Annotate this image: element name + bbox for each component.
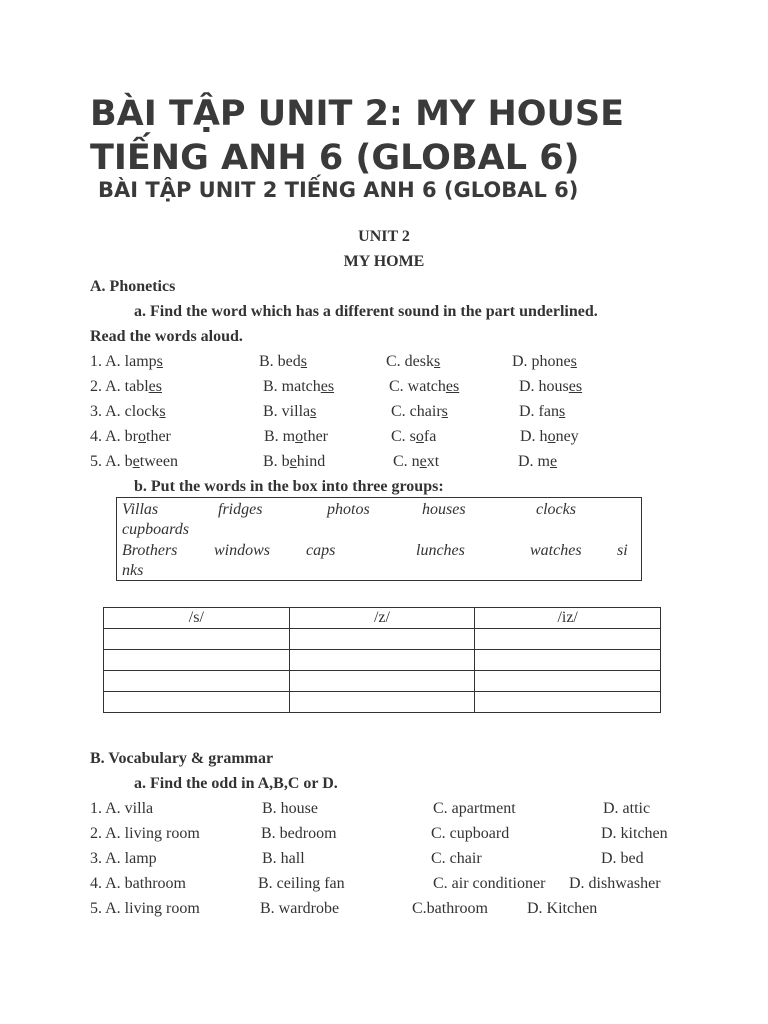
option-a: 5. A. living room <box>90 900 200 917</box>
option-d: D. dishwasher <box>569 875 661 892</box>
answer-cell[interactable] <box>475 629 661 650</box>
option-a: 1. A. lamps <box>90 353 163 370</box>
answer-cell[interactable] <box>104 629 290 650</box>
option-a: 1. A. villa <box>90 800 154 817</box>
option-c: C. watches <box>389 378 460 395</box>
table-row <box>104 671 661 692</box>
option-c: C. air conditioner <box>433 875 546 892</box>
option-b: B. matches <box>263 378 335 395</box>
question-b-instruction: b. Put the words in the box into three groups: <box>134 478 444 495</box>
option-b: B. ceiling fan <box>258 875 345 892</box>
option-b: B. hall <box>262 850 305 867</box>
table-header-row <box>104 608 661 629</box>
answer-cell[interactable] <box>475 692 661 713</box>
answer-cell[interactable] <box>104 692 290 713</box>
table-row <box>104 650 661 671</box>
option-d: D. me <box>518 453 558 470</box>
option-b: B. bedroom <box>261 825 337 842</box>
page-subtitle: BÀI TẬP UNIT 2 TIẾNG ANH 6 (GLOBAL 6) <box>98 178 579 202</box>
box-word: lunches <box>416 542 465 559</box>
header-s: /s/ <box>104 608 290 629</box>
box-word: caps <box>306 542 336 559</box>
option-a: 5. A. between <box>90 453 178 470</box>
section-b-heading: B. Vocabulary & grammar <box>90 750 274 767</box>
option-c: C. chair <box>431 850 482 867</box>
table-row <box>104 629 661 650</box>
option-b: B. mother <box>264 428 328 445</box>
option-b: B. wardrobe <box>260 900 340 917</box>
box-word: Villas <box>122 501 159 518</box>
option-d: D. bed <box>601 850 644 867</box>
option-a: 3. A. lamp <box>90 850 157 867</box>
option-c: C. sofa <box>391 428 437 445</box>
box-word: nks <box>122 562 144 579</box>
option-d: D. houses <box>519 378 583 395</box>
option-d: D. honey <box>520 428 579 445</box>
unit-label: UNIT 2 <box>358 228 410 245</box>
answer-cell[interactable] <box>289 629 475 650</box>
sound-groups-table <box>103 607 661 713</box>
option-a: 3. A. clocks <box>90 403 166 420</box>
option-a: 4. A. brother <box>90 428 171 445</box>
unit-title: MY HOME <box>343 253 425 270</box>
box-word: houses <box>422 501 466 518</box>
option-a: 2. A. living room <box>90 825 200 842</box>
answer-cell[interactable] <box>104 671 290 692</box>
option-b: B. beds <box>259 353 308 370</box>
option-a: 2. A. tables <box>90 378 162 395</box>
answer-cell[interactable] <box>289 692 475 713</box>
box-word: si <box>617 542 628 559</box>
question-a-instruction: a. Find the word which has a different sound in the part underlined. <box>134 303 598 320</box>
option-b: B. house <box>262 800 318 817</box>
option-c: C. next <box>393 453 440 470</box>
header-iz: /iz/ <box>475 608 661 629</box>
section-a-heading: A. Phonetics <box>90 278 176 295</box>
box-word: windows <box>214 542 271 559</box>
table-row <box>104 692 661 713</box>
option-c: C. chairs <box>391 403 448 420</box>
option-c: C.bathroom <box>412 900 488 917</box>
option-d: D. phones <box>512 353 577 370</box>
option-d: D. attic <box>603 800 651 817</box>
answer-cell[interactable] <box>289 650 475 671</box>
box-word: Brothers <box>122 542 178 559</box>
question-a-instruction-cont: Read the words aloud. <box>90 328 243 345</box>
box-word: clocks <box>536 501 576 518</box>
page-title: BÀI TẬP UNIT 2: MY HOUSE TIẾNG ANH 6 (GLOBAL 6) <box>90 94 625 178</box>
answer-cell[interactable] <box>475 650 661 671</box>
answer-cell[interactable] <box>475 671 661 692</box>
option-d: D. Kitchen <box>527 900 598 917</box>
box-word: photos <box>327 501 370 518</box>
answer-cell[interactable] <box>289 671 475 692</box>
option-d: D. kitchen <box>601 825 668 842</box>
section-b-question-a: a. Find the odd in A,B,C or D. <box>134 775 338 792</box>
option-b: B. behind <box>263 453 326 470</box>
box-word: cupboards <box>122 521 189 538</box>
option-a: 4. A. bathroom <box>90 875 186 892</box>
option-c: C. apartment <box>433 800 516 817</box>
option-d: D. fans <box>519 403 566 420</box>
header-z: /z/ <box>289 608 475 629</box>
answer-cell[interactable] <box>104 650 290 671</box>
box-word: watches <box>530 542 582 559</box>
word-box <box>116 497 642 581</box>
option-c: C. desks <box>386 353 441 370</box>
option-c: C. cupboard <box>431 825 510 842</box>
box-word: fridges <box>218 501 263 518</box>
option-b: B. villas <box>263 403 317 420</box>
